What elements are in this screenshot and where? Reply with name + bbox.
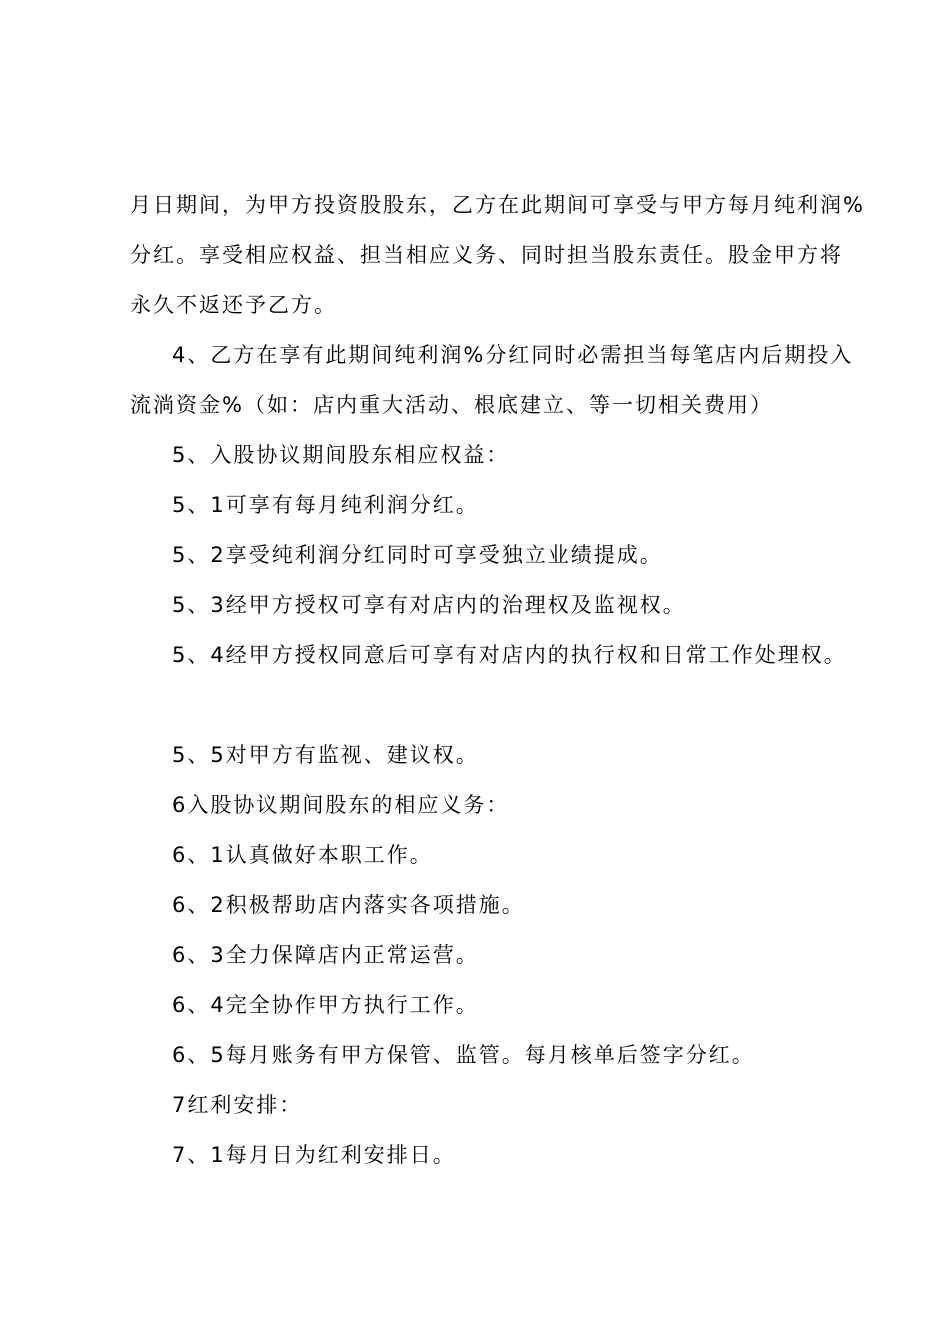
- paragraph-line: 月日期间，为甲方投资股股东，乙方在此期间可享受与甲方每月纯利润%: [130, 193, 865, 217]
- clause-6-5: 6、5每月账务有甲方保管、监管。每月核单后签字分红。: [172, 1043, 755, 1067]
- clause-5-5: 5、5对甲方有监视、建议权。: [172, 743, 479, 767]
- paragraph-line: 永久不返还予乙方。: [130, 293, 337, 317]
- clause-4-line: 4、乙方在享有此期间纯利润%分红同时必需担当每笔店内后期投入: [172, 343, 854, 367]
- clause-5-1: 5、1可享有每月纯利润分红。: [172, 493, 479, 517]
- clause-6-1: 6、1认真做好本职工作。: [172, 843, 433, 867]
- clause-4-continuation: 流淌资金%（如：店内重大活动、根底建立、等一切相关费用）: [130, 393, 773, 417]
- clause-7-1: 7、1每月日为红利安排日。: [172, 1143, 456, 1167]
- clause-6-2: 6、2积极帮助店内落实各项措施。: [172, 893, 525, 917]
- clause-5-2: 5、2享受纯利润分红同时可享受独立业绩提成。: [172, 543, 663, 567]
- clause-6-3: 6、3全力保障店内正常运营。: [172, 943, 479, 967]
- clause-5-heading: 5、入股协议期间股东相应权益：: [172, 443, 510, 467]
- clause-6-4: 6、4完全协作甲方执行工作。: [172, 993, 479, 1017]
- clause-5-3: 5、3经甲方授权可享有对店内的治理权及监视权。: [172, 593, 686, 617]
- clause-5-4: 5、4经甲方授权同意后可享有对店内的执行权和日常工作处理权。: [172, 643, 847, 667]
- paragraph-line: 分红。享受相应权益、担当相应义务、同时担当股东责任。股金甲方将: [130, 243, 843, 267]
- clause-6-heading: 6入股协议期间股东的相应义务：: [172, 793, 510, 817]
- clause-7-heading: 7红利安排：: [172, 1093, 303, 1117]
